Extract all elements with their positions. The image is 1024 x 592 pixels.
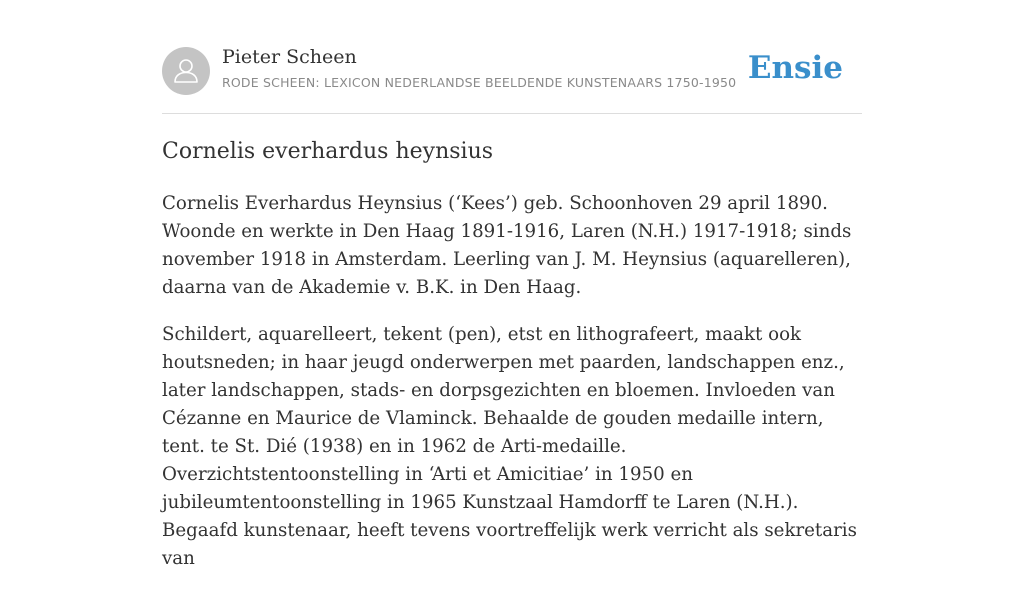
article-container xyxy=(162,0,862,569)
avatar[interactable] xyxy=(162,47,210,95)
ensie-logo[interactable]: Ensie xyxy=(747,50,843,86)
author-name[interactable]: Pieter Scheen xyxy=(222,46,357,68)
source-title[interactable]: RODE SCHEEN: LEXICON NEDERLANDSE BEELDENDE KUNSTENAARS 1750-1950 xyxy=(222,75,737,90)
user-icon xyxy=(162,47,210,95)
article-body xyxy=(162,190,862,592)
article-header xyxy=(162,0,862,114)
paragraph: Cornelis Everhardus Heynsius (‘Kees’) geb. Schoonhoven 29 april 1890. Woonde en werkte in Den Haag 1891-1916, Laren (N.H.) 1917-1918; sinds november 1918 in Amsterdam. Leerling van J. M. Heynsius (aquarelleren), daarna van de Akademie v. B.K. in Den Haag. xyxy=(162,193,852,298)
page-title: Cornelis everhardus heynsius xyxy=(162,139,494,164)
paragraph: Schildert, aquarelleert, tekent (pen), etst en lithografeert, maakt ook houtsneden; in haar jeugd onderwerpen met paarden, landschappen enz., later landschappen, stads- en dorpsgezichten en bloemen. Invloeden van Cézanne en Maurice de Vlaminck. Behaalde de gouden medaille intern, tent. te St. Dié (1938) en in 1962 de Arti-medaille. Overzichtstentoonstelling in ‘Arti et Amicitiae’ in 1950 en jubileumtentoonstelling in 1965 Kunstzaal Hamdorff te Laren (N.H.). Begaafd kunstenaar, heeft tevens voortreffelijk werk verricht als sekretaris van xyxy=(162,324,857,569)
